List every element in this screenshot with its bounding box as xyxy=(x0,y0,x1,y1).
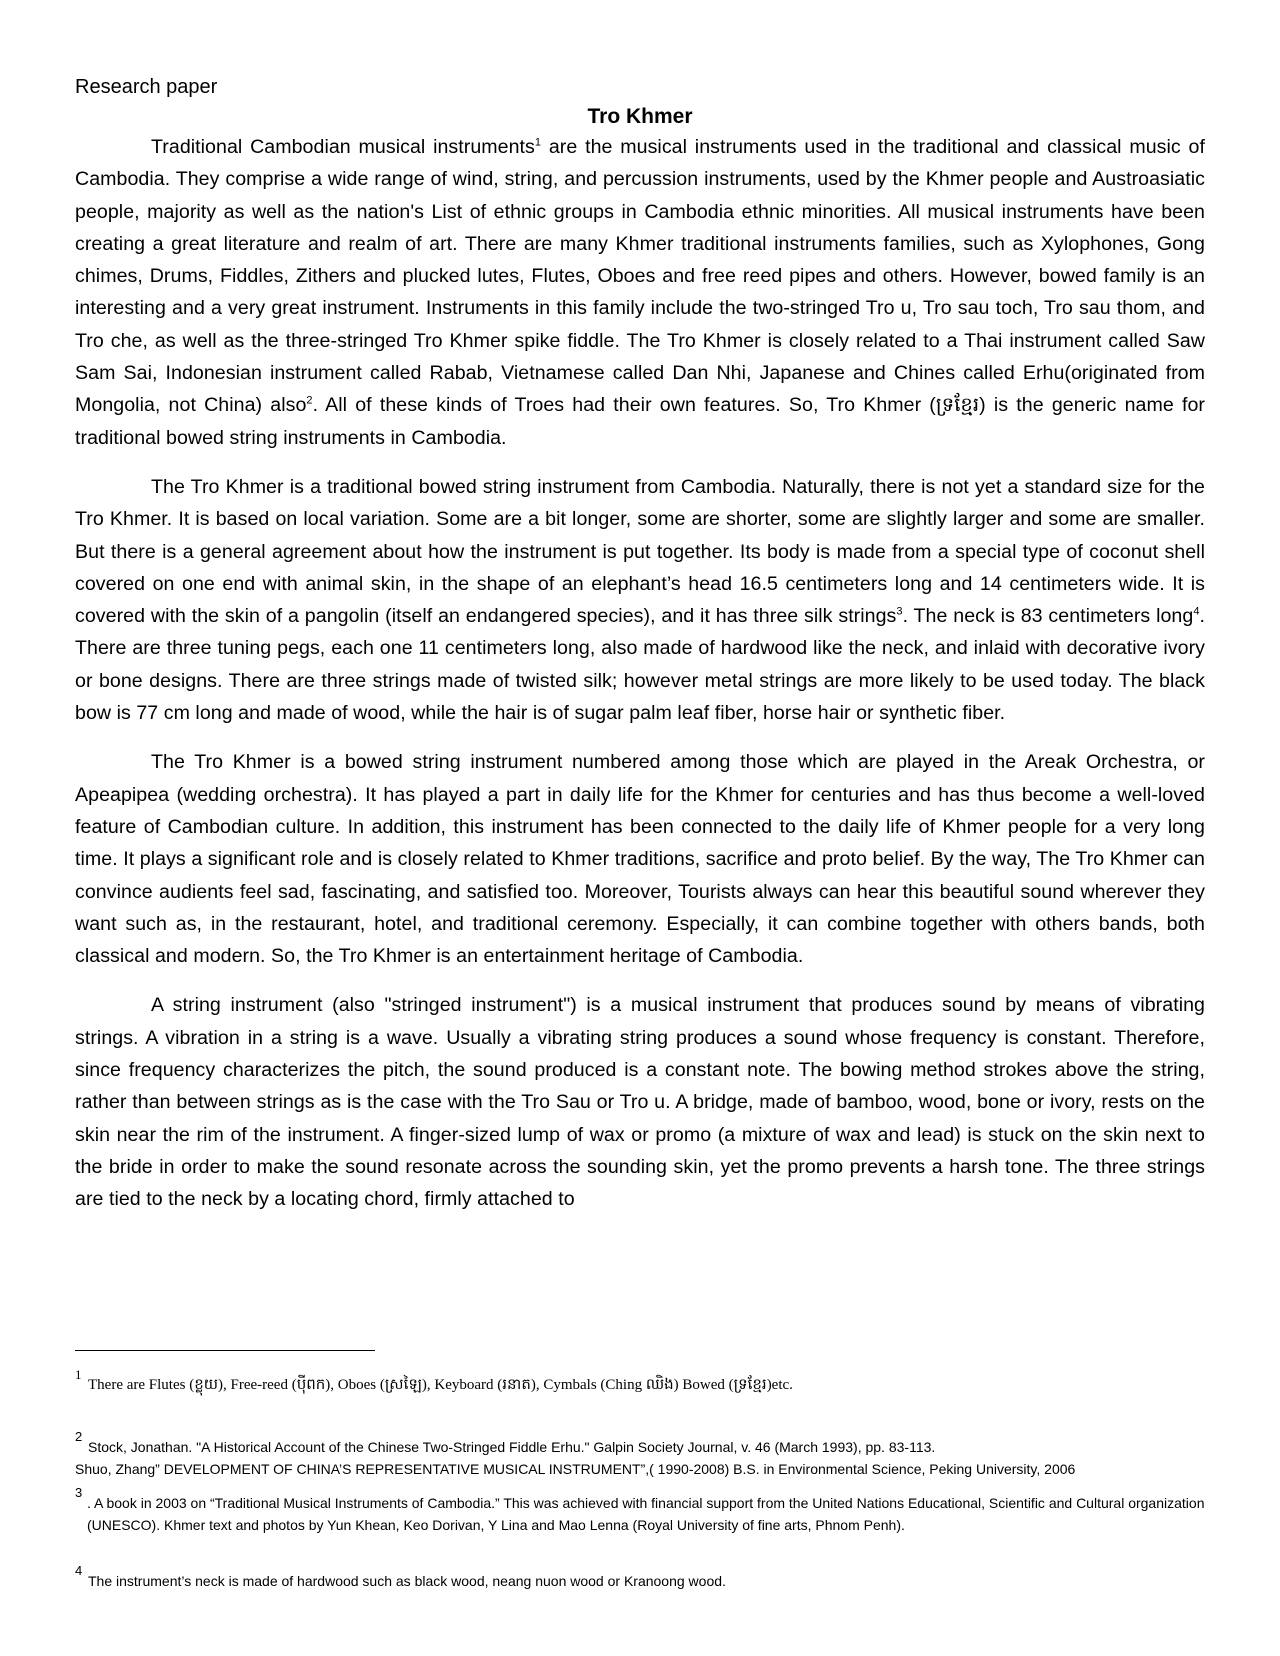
paragraph-3: The Tro Khmer is a bowed string instrument numbered among those which are played in the Areak Orchestra, or Apeapipea (wedding orchestra). It has played a part in daily life for the Khmer for centuries and has thus become a well-loved feature of Cambodian culture. In addition, this instrument has been connected to the daily life of Khmer people for a very long time. It plays a significant role and is closely related to Khmer traditions, sacrifice and proto belief. By the way, The Tro Khmer can convince audients feel sad, fascinating, and satisfied too. Moreover, Tourists always can hear this beautiful sound wherever they want such as, in the restaurant, hotel, and traditional ceremony. Especially, it can combine together with others bands, both classical and modern. So, the Tro Khmer is an entertainment heritage of Cambodia. xyxy=(75,751,1205,968)
footnote-text: The instrument’s neck is made of hardwood such as black wood, neang nuon wood or Kranoong wood. xyxy=(88,1573,726,1589)
footnote-text: There are Flutes (ខ្លុយ), Free-reed (ប៉ីពក), Oboes (ស្រឡៃ), Keyboard (រនាត), Cymbals (Ching ឈិង) Bowed (ទ្រខ្មែរ)etc. xyxy=(88,1377,793,1393)
document-page xyxy=(75,73,1205,1233)
footnote-1 xyxy=(75,1367,1205,1396)
footnote-2 xyxy=(75,1429,1205,1480)
paragraph-1-text-c: . All of these kinds of Troes had their own features. So, Tro Khmer (ទ្រខ្មែរ) is the generic name for traditional bowed string instruments in Cambodia. xyxy=(75,394,1205,449)
paragraph-2-text-a: The Tro Khmer is a traditional bowed string instrument from Cambodia. Naturally, there is not yet a standard size for the Tro Khmer. It is based on local variation. Some are a bit longer, some are shorter, some are slightly larger and some are smaller. But there is a general agreement about how the instrument is put together. Its body is made from a special type of coconut shell covered on one end with animal skin, in the shape of an elephant’s head 16.5 centimeters long and 14 centimeters wide. It is covered with the skin of a pangolin (itself an endangered species), and it has three silk strings xyxy=(75,475,1205,628)
paragraph-1 xyxy=(75,131,1205,454)
page-title: Tro Khmer xyxy=(587,105,693,128)
footnote-number: 2 xyxy=(75,1429,83,1444)
footnote-4 xyxy=(75,1563,1205,1592)
footnote-number: 4 xyxy=(75,1563,83,1578)
paragraph-4: A string instrument (also "stringed instrument") is a musical instrument that produces sound by means of vibrating strings. A vibration in a string is a wave. Usually a vibrating string produces a sound whose frequency is constant. Therefore, since frequency characterizes the pitch, the sound produced is a constant note. The bowing method strokes above the string, rather than between strings as is the case with the Tro Sau or Tro u. A bridge, made of bamboo, wood, bone or ivory, rests on the skin near the rim of the instrument. A finger-sized lump of wax or promo (a mixture of wax and lead) is stuck on the skin next to the bride in order to make the sound resonate across the sounding skin, yet the promo prevents a harsh tone. The three strings are tied to the neck by a locating chord, firmly attached to xyxy=(75,994,1205,1211)
footnote-number: 1 xyxy=(75,1367,82,1382)
paragraph-2 xyxy=(75,471,1205,729)
paragraph-1-text-b: are the musical instruments used in the traditional and classical music of Cambodia. They comprise a wide range of wind, string, and percussion instruments, used by the Khmer people and Austroasiatic people, majority as well as the nation's List of ethnic groups in Cambodia ethnic minorities. All musical instruments have been creating a great literature and realm of art. There are many Khmer traditional instruments families, such as Xylophones, Gong chimes, Drums, Fiddles, Zithers and plucked lutes, Flutes, Oboes and free reed pipes and others. However, bowed family is an interesting and a very great instrument. Instruments in this family include the two-stringed Tro u, Tro sau toch, Tro sau thom, and Tro che, as well as the three-stringed Tro Khmer spike fiddle. The Tro Khmer is closely related to a Thai instrument called Saw Sam Sai, Indonesian instrument called Rabab, Vietnamese called Dan Nhi, Japanese and Chines called Erhu(originated from Mongolia, not China) also xyxy=(75,136,1205,417)
footnote-ref-2: 2 xyxy=(306,394,313,407)
paragraph-1-text-a: Traditional Cambodian musical instruments xyxy=(151,136,535,158)
footnote-text: . A book in 2003 on “Traditional Musical Instruments of Cambodia.” This was achieved with financial support from the United Nations Educational, Scientific and Cultural organization (UNESCO). Khmer text and photos by Yun Khean, Keo Dorivan, Y Lina and Mao Lenna (Royal University of fine arts, Phnom Penh). xyxy=(87,1495,1205,1533)
footnote-ref-4: 4 xyxy=(1193,605,1200,618)
footnote-text-2: Shuo, Zhang” DEVELOPMENT OF CHINA’S REPRESENTATIVE MUSICAL INSTRUMENT”,( 1990-2008) B.S. in Environmental Science, Peking University, 2006 xyxy=(75,1461,1076,1477)
footnote-ref-3: 3 xyxy=(896,605,903,618)
footnote-text: Stock, Jonathan. "A Historical Account of the Chinese Two-Stringed Fiddle Erhu." Galpin Society Journal, v. 46 (March 1993), pp. 83-113. xyxy=(88,1439,936,1455)
footnote-number: 3 xyxy=(75,1485,83,1500)
document-label: Research paper xyxy=(75,76,218,98)
paragraph-2-text-c: . There are three tuning pegs, each one 11 centimeters long, also made of hardwood like the neck, and inlaid with decorative ivory or bone designs. There are three strings made of twisted silk; however metal strings are more likely to be used today. The black bow is 77 cm long and made of wood, while the hair is of sugar palm leaf fiber, horse hair or synthetic fiber. xyxy=(75,605,1205,725)
footnote-ref-1: 1 xyxy=(534,136,542,149)
footnote-3 xyxy=(75,1485,1205,1536)
paragraph-2-text-b: . The neck is 83 centimeters long xyxy=(902,605,1194,628)
footnote-separator xyxy=(75,1350,375,1351)
